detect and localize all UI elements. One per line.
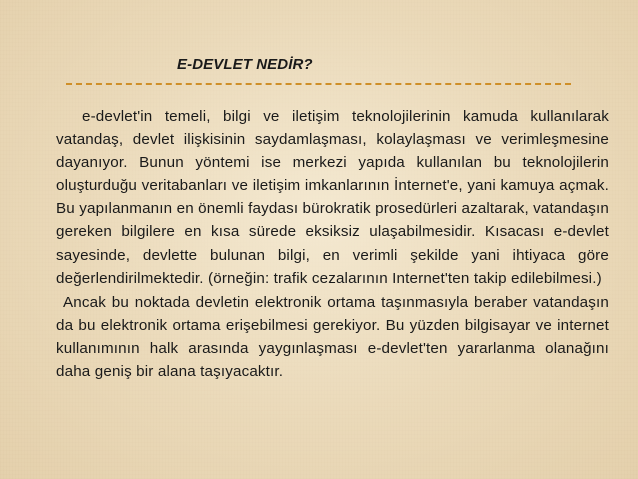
body-paragraph-2: Ancak bu noktada devletin elektronik ortama taşınmasıyla beraber vatandaşın da bu elektronik ortama erişebilmesi gerekiyor. Bu yüzden bilgisayar ve internet kullanımının halk arasında yaygınlaşması e-devlet'ten yararlanma olanağını daha geniş bir alana taşıyacaktır. <box>56 293 609 381</box>
title-divider <box>66 83 571 85</box>
slide-body <box>56 105 609 383</box>
slide-title: E-DEVLET NEDİR? <box>177 56 313 73</box>
body-paragraph-1: e-devlet'in temeli, bilgi ve iletişim teknolojilerinin kamuda kullanılarak vatandaş, devlet ilişkisinin saydamlaşması, kolaylaşması ve verimleşmesine dayanıyor. Bunun yöntemi ise merkezi yapıda kullanılan bu teknolojilerin oluşturduğu veritabanları ve iletişim imkanlarının İnternet'e, yani kamuya açmak. Bu yapılanmanın en önemli faydası bürokratik prosedürleri azaltarak, vatandaşın gereken bilgilere en kısa sürede eksiksiz ulaşabilmesidir. Kısacası e-devlet sayesinde, devlette bulunan bilgi, en verimli şekilde yani ihtiyaca göre değerlendirilmektedir. (örneğin: trafik cezalarının Internet'ten takip edilebilmesi.) <box>56 108 609 287</box>
